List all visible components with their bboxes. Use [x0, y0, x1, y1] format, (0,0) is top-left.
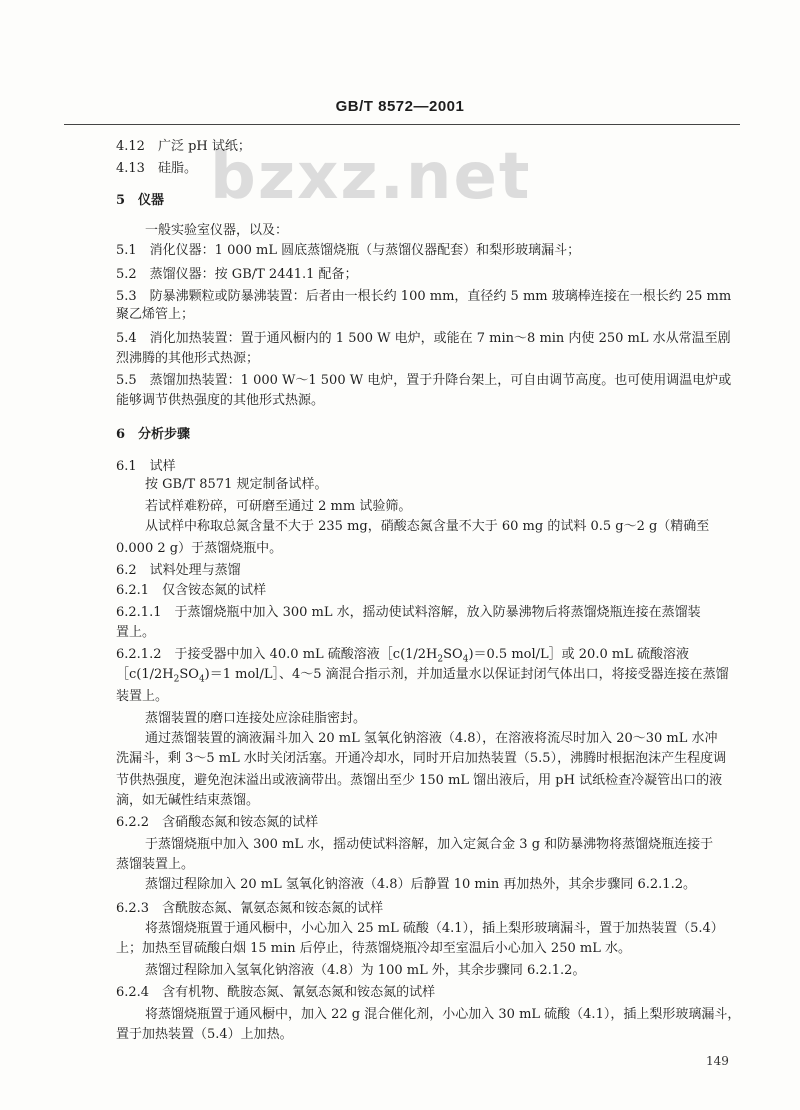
header-rule — [64, 124, 740, 125]
item-6-2-2: 6.2.2 含硝酸态氮和铵态氮的试样 — [116, 815, 319, 830]
paragraph-cont: 蒸馏装置上。 — [116, 857, 195, 872]
paragraph-cont: 置于加热装置（5.4）上加热。 — [116, 1027, 293, 1042]
item-5-2: 5.2 蒸馏仪器：按 GB/T 2441.1 配备； — [116, 267, 358, 282]
paragraph-cont: 上；加热至冒硫酸白烟 15 min 后停止，待蒸馏烧瓶冷却至室温后小心加入 250 mL 水。 — [116, 941, 631, 956]
paragraph: 一般实验室仪器，以及： — [145, 223, 289, 238]
paragraph: 若试样难粉碎，可研磨至通过 2 mm 试验筛。 — [145, 499, 412, 514]
item-5-5-cont: 能够调节供热强度的其他形式热源。 — [116, 393, 325, 408]
page-number: 149 — [706, 1054, 729, 1068]
paragraph: 于蒸馏烧瓶中加入 300 mL 水，摇动使试料溶解，加入定氮合金 3 g 和防暴沸物将蒸馏烧瓶连接于 — [145, 837, 714, 852]
paragraph-cont: 滴，如无碱性结束蒸馏。 — [116, 793, 260, 808]
paragraph: 蒸馏过程除加入氢氧化钠溶液（4.8）为 100 mL 外，其余步骤同 6.2.1.2。 — [145, 963, 586, 978]
item-5-4: 5.4 消化加热装置：置于通风橱内的 1 500 W 电炉，或能在 7 min～8 min 内使 250 mL 水从常温至剧 — [116, 331, 731, 346]
paragraph: 将蒸馏烧瓶置于通风橱中，小心加入 25 mL 硫酸（4.1），插上梨形玻璃漏斗，置于加热装置（5.4） — [145, 921, 724, 936]
paragraph: 蒸馏过程除加入 20 mL 氢氧化钠溶液（4.8）后静置 10 min 再加热外，其余步骤同 6.2.1.2。 — [145, 877, 696, 892]
paragraph: 将蒸馏烧瓶置于通风橱中，加入 22 g 混合催化剂，小心加入 30 mL 硫酸（4.1），插上梨形玻璃漏斗， — [145, 1007, 741, 1022]
paragraph-cont: 洗漏斗，剩 3～5 mL 水时关闭活塞。开通冷却水，同时开启加热装置（5.5），沸腾时根据泡沫产生程度调 — [116, 751, 727, 766]
item-4-13: 4.13 硅脂。 — [116, 161, 197, 176]
watermark: bzxz.net — [210, 140, 532, 214]
paragraph: 通过蒸馏装置的滴液漏斗加入 20 mL 氢氧化钠溶液（4.8），在溶液将流尽时加入 20～30 mL 水冲 — [145, 731, 718, 746]
item-6-2-4: 6.2.4 含有机物、酰胺态氮、氰氨态氮和铵态氮的试样 — [116, 985, 436, 1000]
item-6-2-1-2-cont: $[c(1/2H_2SO_4)=1$ mol/L］、4～5 滴混合指示剂，并加适量水以保证封闭气体出口，将接受器连接在蒸馏 — [116, 667, 729, 685]
paragraph: 按 GB/T 8571 规定制备试样。 — [145, 477, 328, 492]
item-6-2: 6.2 试料处理与蒸馏 — [116, 563, 241, 578]
item-6-2-1: 6.2.1 仅含铵态氮的试样 — [116, 583, 267, 598]
section-6-heading: 6 分析步骤 — [116, 427, 191, 442]
item-6-1: 6.1 试样 — [116, 459, 176, 474]
item-5-3-cont: 聚乙烯管上； — [116, 307, 195, 322]
item-5-4-cont: 烈沸腾的其他形式热源； — [116, 351, 260, 366]
paragraph: 从试样中称取总氮含量不大于 235 mg，硝酸态氮含量不大于 60 mg 的试料 0.5 g～2 g（精确至 — [145, 519, 710, 534]
section-5-heading: 5 仪器 — [116, 193, 165, 208]
paragraph-cont: 节供热强度，避免泡沫溢出或液滴带出。蒸馏出至少 150 mL 馏出液后，用 pH 试纸检查冷凝管出口的液 — [116, 773, 723, 788]
item-6-2-1-1-cont: 置上。 — [116, 625, 156, 640]
item-6-2-3: 6.2.3 含酰胺态氮、氰氨态氮和铵态氮的试样 — [116, 901, 384, 916]
item-5-5: 5.5 蒸馏加热装置：1 000 W～1 500 W 电炉，置于升降台架上，可自由调节高度。也可使用调温电炉或 — [116, 373, 732, 388]
paragraph: 蒸馏装置的磨口连接处应涂硅脂密封。 — [145, 711, 367, 726]
item-6-2-1-1: 6.2.1.1 于蒸馏烧瓶中加入 300 mL 水，摇动使试料溶解，放入防暴沸物后将蒸馏烧瓶连接在蒸馏装 — [116, 605, 701, 620]
item-4-12: 4.12 广泛 pH 试纸； — [116, 139, 251, 154]
item-5-1: 5.1 消化仪器：1 000 mL 圆底蒸馏烧瓶（与蒸馏仪器配套）和梨形玻璃漏斗； — [116, 243, 581, 258]
item-5-3: 5.3 防暴沸颗粒或防暴沸装置：后者由一根长约 100 mm，直径约 5 mm 玻璃棒连接在一根长约 25 mm — [116, 289, 732, 304]
paragraph-cont: 装置上。 — [116, 689, 169, 704]
paragraph-cont: 0.000 2 g）于蒸馏烧瓶中。 — [116, 541, 283, 556]
page-header: GB/T 8572—2001 — [335, 98, 465, 115]
item-6-2-1-2: 6.2.1.2 于接受器中加入 40.0 mL 硫酸溶液$[c(1/2H_2SO_4)=0.5$ mol/L］或 20.0 mL 硫酸溶液 — [116, 647, 689, 665]
